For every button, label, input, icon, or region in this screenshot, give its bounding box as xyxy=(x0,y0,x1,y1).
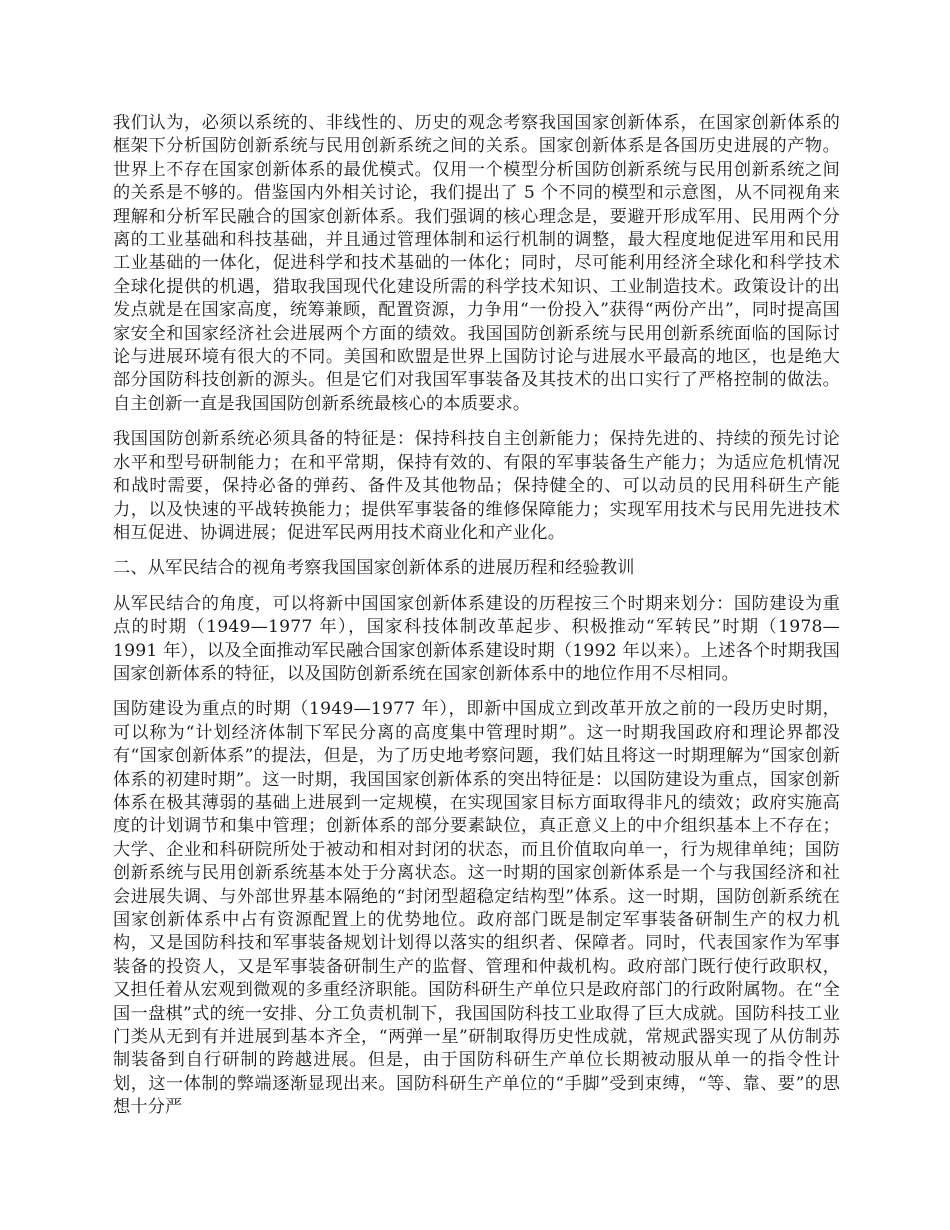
paragraph-three-periods: 从军民结合的角度，可以将新中国国家创新体系建设的历程按三个时期来划分：国防建设为重点的时期（1949—1977 年），国家科技体制改革起步、积极推动“军转民”时期（1978—1991 年），以及全面推动军民融合国家创新体系建设时期（1992 年以来）。上述各个时期我国国家创新体系的特征，以及国防创新系统在国家创新体系中的地位作用不尽相同。 xyxy=(113,593,840,684)
paragraph-core-concept: 我们认为，必须以系统的、非线性的、历史的观念考察我国国家创新体系，在国家创新体系的框架下分析国防创新系统与民用创新系统之间的关系。国家创新体系是各国历史进展的产物。世界上不存在国家创新体系的最优模式。仅用一个模型分析国防创新系统与民用创新系统之间的关系是不够的。借鉴国内外相关讨论，我们提出了 5 个不同的模型和示意图，从不同视角来理解和分析军民融合的国家创新体系。我们强调的核心理念是，要避开形成军用、民用两个分离的工业基础和科技基础，并且通过管理体制和运行机制的调整，最大程度地促进军用和民用工业基础的一体化，促进科学和技术基础的一体化；同时，尽可能利用经济全球化和科学技术全球化提供的机遇，猎取我国现代化建设所需的科学技术知识、工业制造技术。政策设计的出发点就是在国家高度，统筹兼顾，配置资源，力争用“一份投入”获得“两份产出”，同时提高国家安全和国家经济社会进展两个方面的绩效。我国国防创新系统与民用创新系统面临的国际讨论与进展环境有很大的不同。美国和欧盟是世界上国防讨论与进展水平最高的地区，也是绝大部分国防科技创新的源头。但是它们对我国军事装备及其技术的出口实行了严格控制的做法。自主创新一直是我国国防创新系统最核心的本质要求。 xyxy=(113,113,840,414)
document-body xyxy=(113,112,840,1120)
paragraph-defense-features: 我国国防创新系统必须具备的特征是：保持科技自主创新能力；保持先进的、持续的预先讨论水平和型号研制能力；在和平常期，保持有效的、有限的军事装备生产能力；为适应危机情况和战时需要，保持必备的弹药、备件及其他物品；保持健全的、可以动员的民用科研生产能力，以及快速的平战转换能力；提供军事装备的维修保障能力；实现军用技术与民用先进技术相互促进、协调进展；促进军民两用技术商业化和产业化。 xyxy=(113,429,840,543)
section-heading: 二、从军民结合的视角考察我国国家创新体系的进展历程和经验教训 xyxy=(113,558,635,579)
paragraph-defense-period: 国防建设为重点的时期（1949—1977 年），即新中国成立到改革开放之前的一段历史时期，可以称为“计划经济体制下军民分离的高度集中管理时期”。这一时期我国政府和理论界都没有“国家创新体系”的提法，但是，为了历史地考察问题，我们姑且将这一时期理解为“国家创新体系的初建时期”。这一时期，我国国家创新体系的突出特征是：以国防建设为重点，国家创新体系在极其薄弱的基础上进展到一定规模，在实现国家目标方面取得非凡的绩效；政府实施高度的计划调节和集中管理；创新体系的部分要素缺位，真正意义上的中介组织基本上不存在；大学、企业和科研院所处于被动和相对封闭的状态，而且价值取向单一，行为规律单纯；国防创新系统与民用创新系统基本处于分离状态。这一时期的国家创新体系是一个与我国经济和社会进展失调、与外部世界基本隔绝的“封闭型超稳定结构型”体系。这一时期，国防创新系统在国家创新体系中占有资源配置上的优势地位。政府部门既是制定军事装备研制生产的权力机构，又是国防科技和军事装备规划计划得以落实的组织者、保障者。同时，代表国家作为军事装备的投资人，又是军事装备研制生产的监督、管理和仲裁机构。政府部门既行使行政职权，又担任着从宏观到微观的多重经济职能。国防科研生产单位只是政府部门的行政附属物。在“全国一盘棋”式的统一安排、分工负责机制下，我国国防科技工业取得了巨大成就。国防科技工业门类从无到有并进展到基本齐全，“两弹一星”研制取得历史性成就，常规武器实现了从仿制苏制装备到自行研制的跨越进展。但是，由于国防科研生产单位长期被动服从单一的指令性计划，这一体制的弊端逐渐显现出来。国防科研生产单位的“手脚”受到束缚，“等、靠、要”的思想十分严 xyxy=(113,699,840,1118)
